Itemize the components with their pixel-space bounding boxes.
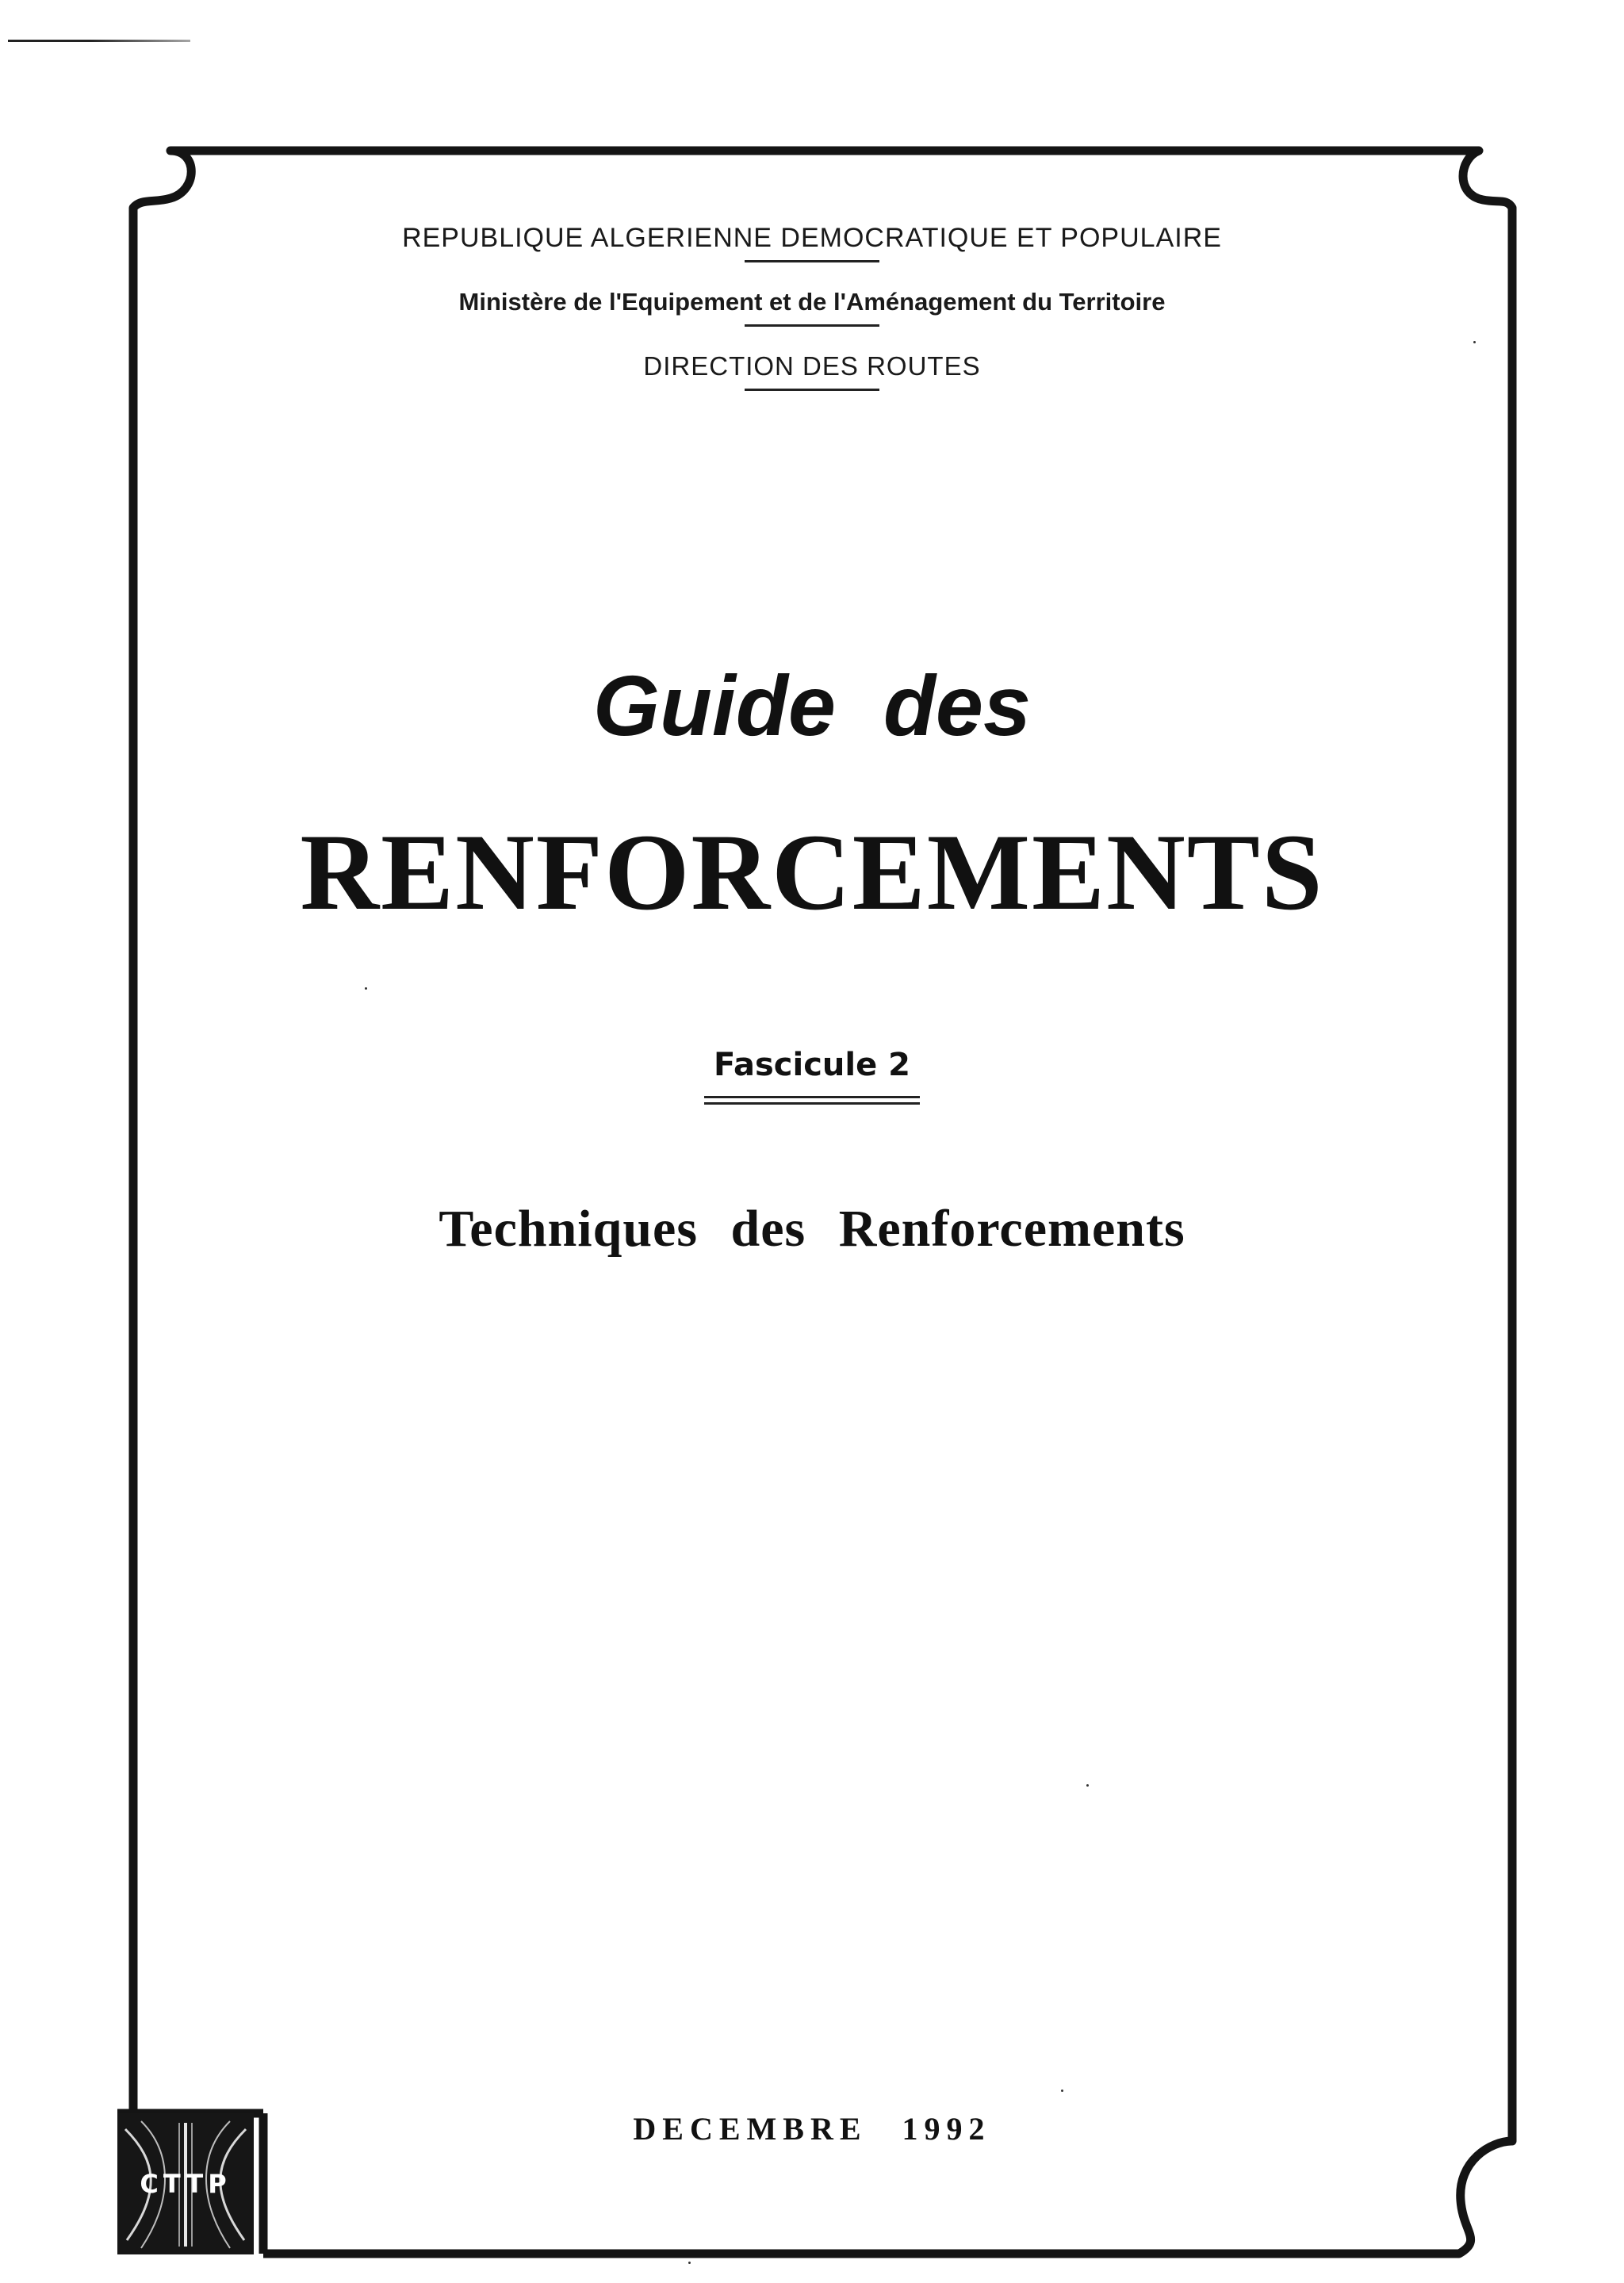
republic-line: REPUBLIQUE ALGERIENNE DEMOCRATIQUE ET POPULAIRE [402,223,1222,253]
scan-speck [1473,341,1476,343]
title-main: RENFORCEMENTS [300,811,1324,933]
scan-speck [688,2262,691,2264]
scan-speck [1061,2090,1063,2092]
header-divider [745,324,879,327]
direction-line: DIRECTION DES ROUTES [643,351,981,381]
title-guide-des: Guide des [592,657,1032,753]
cttp-logo-text: CTTP [140,2169,232,2199]
scan-speck [1086,1784,1089,1787]
header-divider [745,260,879,262]
publication-date: DECEMBRE 1992 [633,2111,991,2147]
header-block [0,222,1624,391]
fascicule-label: Fascicule 2 [704,1045,920,1098]
ministry-line: Ministère de l'Equipement et de l'Aménagement du Territoire [458,288,1166,316]
fascicule-block [0,1045,1624,1098]
header-divider [745,389,879,391]
subtitle: Techniques des Renforcements [439,1200,1185,1258]
scan-speck [365,987,367,990]
